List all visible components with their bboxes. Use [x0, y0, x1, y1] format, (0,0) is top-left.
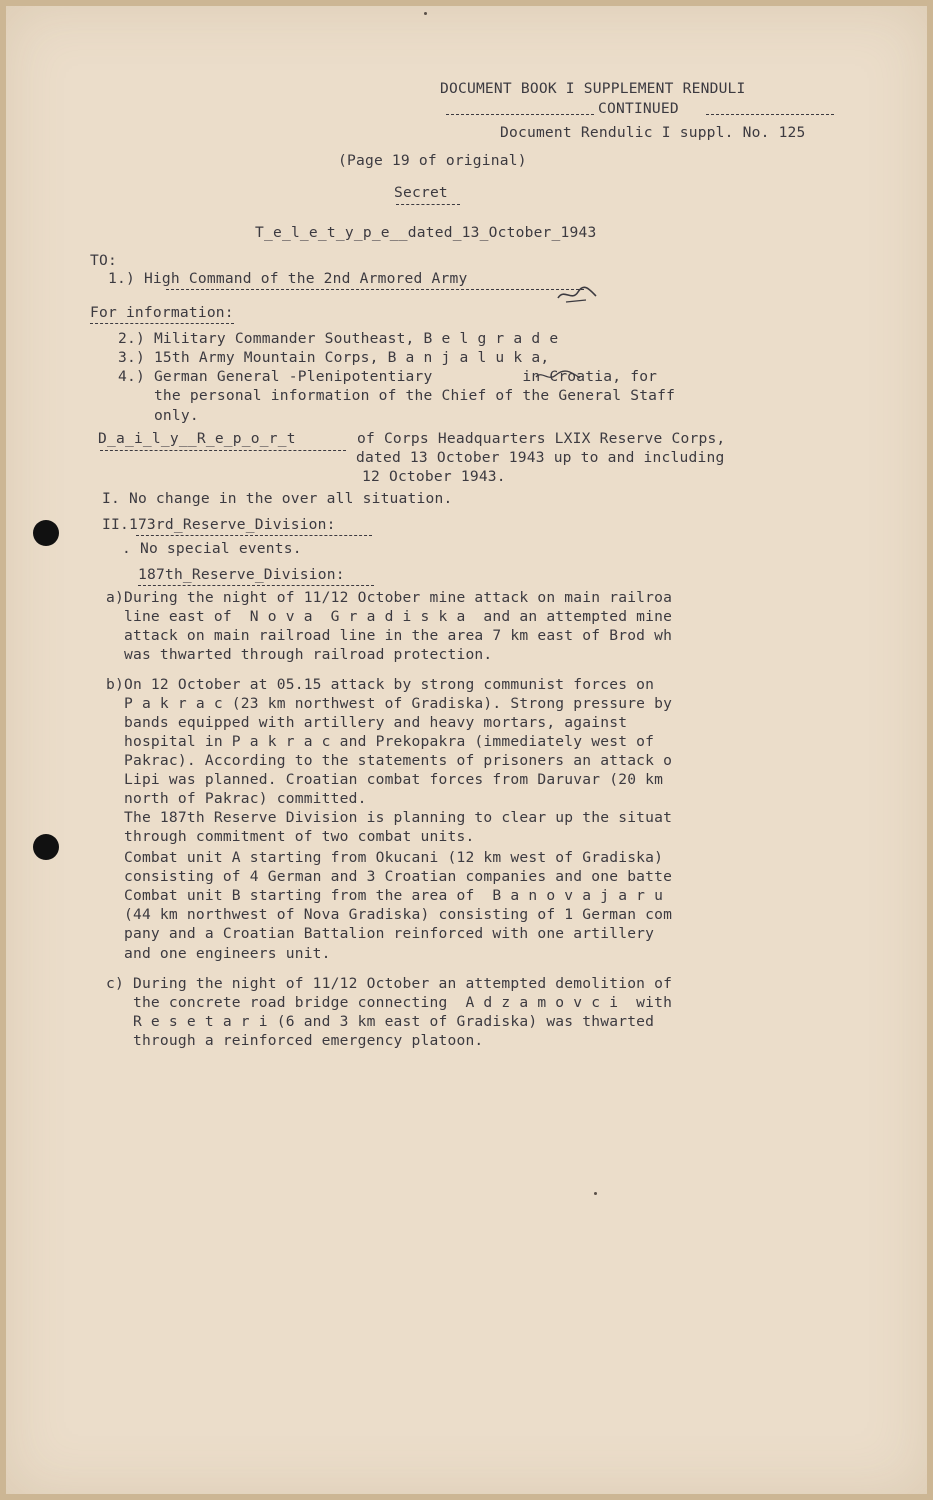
paragraph-a-line-2: line east of N o v a G r a d i s k a and an attempted mine [106, 608, 673, 625]
handwritten-mark-icon [534, 368, 584, 384]
division-187-underline [138, 585, 374, 586]
paragraph-b-line-8: The 187th Reserve Division is planning to clear up the situat [106, 809, 673, 826]
section-2-underline [136, 535, 372, 536]
distribution-line-4: the personal information of the Chief of the General Staff [118, 387, 676, 404]
continued-label: CONTINUED [598, 100, 679, 117]
section-1: I. No change in the over all situation. [102, 490, 453, 507]
paragraph-c-line-4: through a reinforced emergency platoon. [106, 1032, 484, 1049]
paragraph-b-line-5: Pakrac). According to the statements of prisoners an attack o [106, 752, 673, 769]
paragraph-a-line-1: a)During the night of 11/12 October mine attack on main railroa [106, 589, 673, 606]
paragraph-b-line-15: and one engineers unit. [106, 945, 331, 962]
paragraph-b-line-7: north of Pakrac) committed. [106, 790, 367, 807]
recipient-1-underline [166, 289, 584, 290]
distribution-line-2: 3.) 15th Army Mountain Corps, B a n j a l u k a, [118, 349, 550, 366]
document-title: T_e_l_e_t_y_p_e__dated_13_October_1943 [255, 224, 597, 241]
for-information-label: For information: [90, 304, 234, 324]
paragraph-b-line-4: hospital in P a k r a c and Prekopakra (immediately west of [106, 733, 655, 750]
section-2-heading: II.173rd_Reserve_Division: [102, 516, 336, 533]
classification: Secret [394, 184, 448, 201]
paragraph-b-line-6: Lipi was planned. Croatian combat forces from Daruvar (20 km [106, 771, 664, 788]
punch-hole-bottom [33, 834, 59, 860]
paragraph-b-line-3: bands equipped with artillery and heavy mortars, against [106, 714, 628, 731]
distribution-line-5: only. [118, 407, 199, 424]
division-187-heading: 187th_Reserve_Division: [138, 566, 345, 583]
paragraph-b-line-14: pany and a Croatian Battalion reinforced with one artillery [106, 925, 655, 942]
document-book-header: DOCUMENT BOOK I SUPPLEMENT RENDULI [440, 80, 746, 97]
daily-report-underline [100, 450, 346, 451]
daily-report-title: D_a_i_l_y__R_e_p_o_r_t [98, 430, 296, 447]
paragraph-b-line-1: b)On 12 October at 05.15 attack by strong communist forces on [106, 676, 655, 693]
continued-rule-left [446, 114, 594, 115]
classification-underline [396, 204, 460, 205]
paragraph-a-line-3: attack on main railroad line in the area 7 km east of Brod wh [106, 627, 673, 644]
document-page [6, 6, 927, 1494]
paragraph-b-line-10: Combat unit A starting from Okucani (12 km west of Gradiska) [106, 849, 664, 866]
punch-hole-top [33, 520, 59, 546]
paragraph-b-line-13: (44 km northwest of Nova Gradiska) consisting of 1 German com [106, 906, 673, 923]
distribution-line-1: 2.) Military Commander Southeast, B e l g r a d e [118, 330, 559, 347]
paragraph-b-line-9: through commitment of two combat units. [106, 828, 475, 845]
paper-speck [424, 12, 427, 15]
paragraph-a-line-4: was thwarted through railroad protection. [106, 646, 493, 663]
paragraph-b-line-11: consisting of 4 German and 3 Croatian companies and one batte [106, 868, 673, 885]
paragraph-b-line-12: Combat unit B starting from the area of B a n o v a j a r u [106, 887, 664, 904]
paragraph-c-line-2: the concrete road bridge connecting A d z a m o v c i with [106, 994, 673, 1011]
recipient-1: 1.) High Command of the 2nd Armored Army [108, 270, 468, 287]
section-2-text: . No special events. [122, 540, 302, 557]
to-label: TO: [90, 252, 117, 269]
paragraph-c-line-3: R e s e t a r i (6 and 3 km east of Gradiska) was thwarted [106, 1013, 655, 1030]
page-reference: (Page 19 of original) [338, 152, 527, 169]
paragraph-c-line-1: c) During the night of 11/12 October an attempted demolition of [106, 975, 673, 992]
daily-report-line-1: of Corps Headquarters LXIX Reserve Corps, [348, 430, 726, 447]
daily-report-line-3: 12 October 1943. [362, 468, 506, 485]
document-reference: Document Rendulic I suppl. No. 125 [500, 124, 806, 141]
distribution-line-3: 4.) German General -Plenipotentiary in Croatia, for [118, 368, 658, 385]
continued-rule-right [706, 114, 834, 115]
paragraph-b-line-2: P a k r a c (23 km northwest of Gradiska). Strong pressure by [106, 695, 673, 712]
handwritten-initials-icon [556, 284, 600, 306]
daily-report-line-2: dated 13 October 1943 up to and including [356, 449, 725, 466]
paper-speck [594, 1192, 597, 1195]
